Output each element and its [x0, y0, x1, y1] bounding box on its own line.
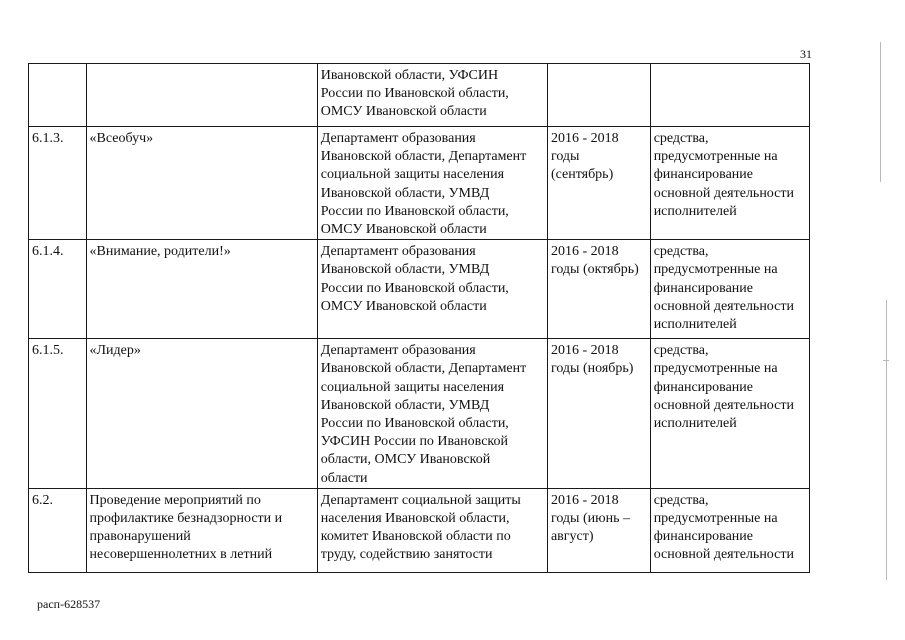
- cell-funding: [650, 64, 809, 127]
- cell-number: 6.1.3.: [29, 127, 87, 240]
- cell-funding: средства, предусмотренные на финансирование основной деятельности исполнителей: [650, 127, 809, 240]
- cell-name: «Лидер»: [86, 339, 317, 489]
- cell-period: 2016 - 2018 годы (сентябрь): [547, 127, 650, 240]
- scan-edge-line: [880, 42, 881, 182]
- cell-number: 6.1.4.: [29, 240, 87, 339]
- scan-edge-line: [886, 300, 887, 580]
- cell-period: [547, 64, 650, 127]
- cell-funding: средства, предусмотренные на финансирование основной деятельности: [650, 488, 809, 572]
- cell-executors: Департамент социальной защиты населения Ивановской области, комитет Ивановской области по труду, содействию занятости: [317, 488, 547, 572]
- cell-period: 2016 - 2018 годы (октябрь): [547, 240, 650, 339]
- page-number: 31: [800, 47, 812, 61]
- cell-period: 2016 - 2018 годы (июнь – август): [547, 488, 650, 572]
- cell-executors: Департамент образования Ивановской области, УМВД России по Ивановской области, ОМСУ Ивановской области: [317, 240, 547, 339]
- document-code: расп-628537: [37, 597, 101, 611]
- scan-edge-tick: [883, 360, 889, 361]
- cell-executors: Департамент образования Ивановской области, Департамент социальной защиты населения Ивановской области, УМВД России по Ивановской области, ОМСУ Ивановской области: [317, 127, 547, 240]
- table-row: [29, 64, 810, 127]
- cell-number: [29, 64, 87, 127]
- cell-executors: Департамент образования Ивановской области, Департамент социальной защиты населения Ивановской области, УМВД России по Ивановской области, УФСИН России по Ивановской области, ОМСУ Ивановской области: [317, 339, 547, 489]
- cell-name: «Всеобуч»: [86, 127, 317, 240]
- measures-table: [28, 63, 810, 573]
- table-row: [29, 240, 810, 339]
- cell-name: [86, 64, 317, 127]
- cell-executors: Ивановской области, УФСИН России по Ивановской области, ОМСУ Ивановской области: [317, 64, 547, 127]
- table-row: [29, 339, 810, 489]
- cell-period: 2016 - 2018 годы (ноябрь): [547, 339, 650, 489]
- cell-name: Проведение мероприятий по профилактике безнадзорности и правонарушений несовершеннолетних в летний: [86, 488, 317, 572]
- cell-number: 6.1.5.: [29, 339, 87, 489]
- cell-funding: средства, предусмотренные на финансирование основной деятельности исполнителей: [650, 339, 809, 489]
- cell-name: «Внимание, родители!»: [86, 240, 317, 339]
- cell-funding: средства, предусмотренные на финансирование основной деятельности исполнителей: [650, 240, 809, 339]
- table-row: [29, 127, 810, 240]
- table-row: [29, 488, 810, 572]
- cell-number: 6.2.: [29, 488, 87, 572]
